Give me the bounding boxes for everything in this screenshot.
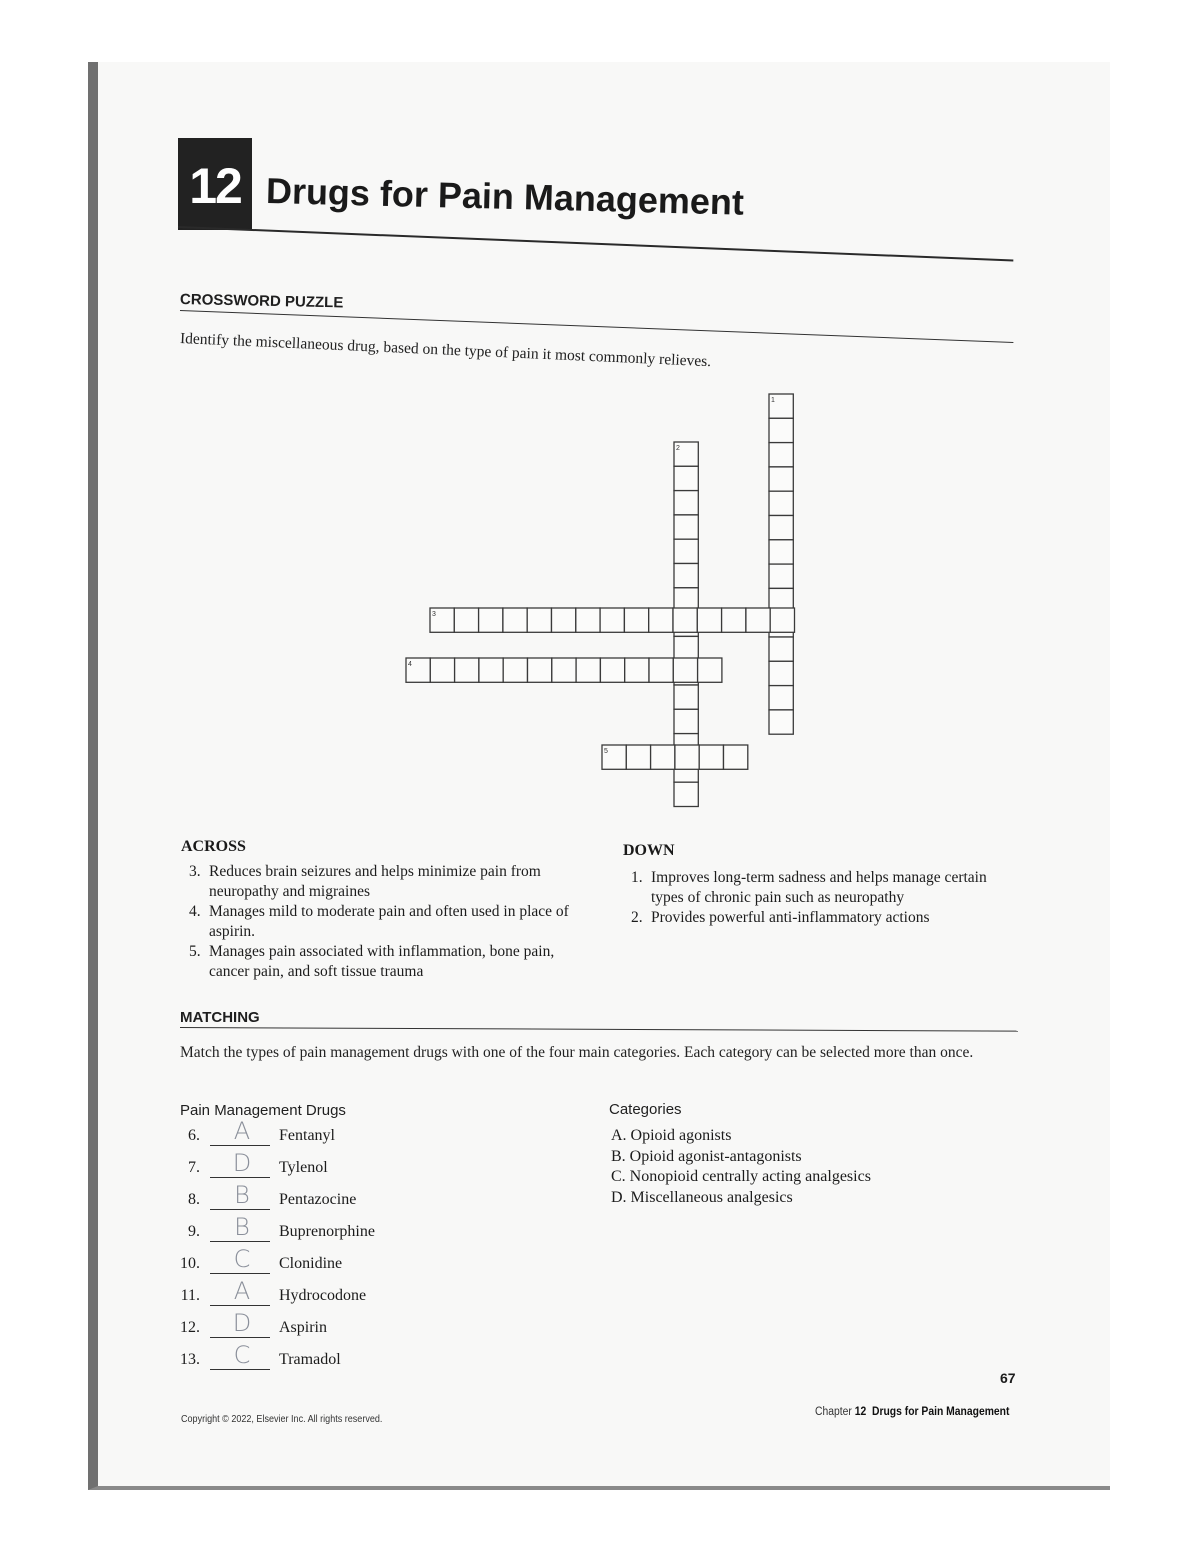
drug-name: Hydrocodone [279, 1287, 367, 1304]
crossword-cell[interactable] [769, 564, 793, 588]
handwritten-answer: D [232, 1149, 252, 1177]
handwritten-answer: C [233, 1341, 251, 1369]
crossword-cell[interactable] [697, 608, 721, 632]
across-clue: 3. Reduces brain seizures and helps minimize pain from neuropathy and migraines [189, 863, 541, 900]
answer-blank[interactable] [210, 1145, 270, 1146]
crossword-cell[interactable] [674, 539, 698, 563]
crossword-clue-number: 2 [676, 445, 680, 452]
crossword-cell[interactable] [769, 710, 793, 734]
crossword-instructions: Identify the miscellaneous drug, based on the type of pain it most commonly relieves. [179, 330, 712, 371]
answer-blank[interactable] [210, 1241, 270, 1242]
crossword-clue-number: 3 [432, 611, 436, 618]
down-clue: 1. Improves long-term sadness and helps manage certain types of chronic pain such as neuropathy [631, 869, 987, 906]
crossword-cell[interactable] [769, 686, 793, 710]
answer-blank[interactable] [210, 1337, 270, 1338]
crossword-cell[interactable] [769, 491, 793, 515]
crossword-cell[interactable] [503, 608, 527, 632]
crossword-cell[interactable] [624, 608, 648, 632]
crossword-cell[interactable] [769, 516, 793, 540]
answer-blank[interactable] [210, 1209, 270, 1210]
crossword-cell[interactable] [576, 608, 600, 632]
crossword-clue-number: 1 [771, 397, 775, 404]
crossword-cell[interactable] [674, 564, 698, 588]
answer-blank[interactable] [210, 1305, 270, 1306]
crossword-cell[interactable] [674, 709, 698, 733]
category-item: A. Opioid agonists [611, 1127, 732, 1144]
crossword-cell[interactable] [649, 658, 673, 682]
chapter-number-badge: 12 [178, 138, 252, 230]
crossword-cell[interactable] [626, 745, 650, 769]
crossword-cell[interactable] [528, 658, 552, 682]
handwritten-answer: D [232, 1309, 252, 1337]
drug-name: Fentanyl [279, 1127, 335, 1144]
crossword-cell[interactable] [673, 608, 697, 632]
crossword-cell[interactable] [454, 608, 478, 632]
crossword-cell[interactable] [479, 608, 503, 632]
crossword-cell[interactable] [552, 608, 576, 632]
crossword-cell[interactable] [675, 745, 699, 769]
crossword-cell[interactable] [674, 636, 698, 660]
crossword-cell[interactable] [699, 745, 723, 769]
crossword-cell[interactable] [674, 782, 698, 806]
drug-name: Aspirin [279, 1319, 327, 1336]
down-heading: DOWN [623, 842, 675, 859]
across-clue: 4. Manages mild to moderate pain and often used in place of aspirin. [189, 903, 569, 940]
crossword-cell[interactable] [674, 491, 698, 515]
crossword-cell[interactable] [430, 658, 454, 682]
category-item: B. Opioid agonist-antagonists [611, 1147, 802, 1165]
handwritten-answer: C [233, 1245, 251, 1273]
crossword-cell[interactable] [770, 608, 794, 632]
category-item: D. Miscellaneous analgesics [611, 1188, 793, 1206]
handwritten-answer: A [233, 1117, 251, 1145]
matching-drug-list: 6. A Fentanyl 7. D Tylenol 8. B Pentazocine 9. B Buprenorphine 10. C Clonidine 11. A Hydrocodone 12. D Aspirin 13. C Tramadol [180, 1117, 375, 1369]
handwritten-answer: B [234, 1213, 250, 1241]
crossword-cell[interactable] [600, 658, 624, 682]
crossword-cell[interactable] [769, 637, 793, 661]
answer-blank[interactable] [210, 1369, 270, 1370]
across-clue: 5. Manages pain associated with inflammation, bone pain, cancer pain, and soft tissue trauma [189, 943, 555, 980]
down-clues [623, 868, 1019, 928]
drugs-heading: Pain Management Drugs [180, 1102, 346, 1119]
crossword-cell[interactable] [769, 418, 793, 442]
crossword-cell[interactable] [698, 658, 722, 682]
across-clues [181, 862, 585, 982]
crossword-cell[interactable] [769, 443, 793, 467]
answer-blank[interactable] [210, 1177, 270, 1178]
crossword-cell[interactable] [674, 466, 698, 490]
crossword-cell[interactable] [674, 515, 698, 539]
crossword-cell[interactable] [479, 658, 503, 682]
drug-name: Tylenol [279, 1159, 328, 1176]
category-item: C. Nonopioid centrally acting analgesics [611, 1168, 871, 1185]
crossword-cell[interactable] [649, 608, 673, 632]
crossword-cell[interactable] [724, 745, 748, 769]
drug-name: Clonidine [279, 1255, 343, 1272]
copyright-notice: Copyright © 2022, Elsevier Inc. All rights reserved. [181, 1413, 383, 1425]
crossword-cell[interactable] [455, 658, 479, 682]
chapter-title: Drugs for Pain Management [265, 170, 745, 223]
crossword-cell[interactable] [625, 658, 649, 682]
down-clue: 2. Provides powerful anti-inflammatory actions [631, 909, 930, 926]
answer-blank[interactable] [210, 1273, 270, 1274]
running-footer: Chapter 12 Drugs for Pain Management [815, 1406, 1010, 1418]
crossword-cell[interactable] [503, 658, 527, 682]
page-number: 67 [1000, 1370, 1016, 1386]
crossword-cell[interactable] [746, 608, 770, 632]
crossword-cell[interactable] [769, 661, 793, 685]
drug-name: Tramadol [279, 1351, 341, 1368]
drug-name: Pentazocine [279, 1191, 357, 1208]
crossword-cell[interactable] [651, 745, 675, 769]
across-heading: ACROSS [181, 838, 246, 855]
crossword-clue-number: 5 [604, 748, 608, 755]
category-list [611, 1126, 871, 1208]
crossword-cell[interactable] [674, 685, 698, 709]
crossword-cell[interactable] [722, 608, 746, 632]
crossword-cell[interactable] [600, 608, 624, 632]
crossword-clue-number: 4 [408, 661, 412, 668]
handwritten-answer: B [234, 1181, 250, 1209]
drug-name: Buprenorphine [279, 1223, 375, 1240]
crossword-cell[interactable] [769, 467, 793, 491]
crossword-cell[interactable] [576, 658, 600, 682]
matching-instructions: Match the types of pain management drugs with one of the four main categories. Each category can be selected more than once. [180, 1044, 974, 1061]
handwritten-answer: A [233, 1277, 251, 1305]
crossword-cell[interactable] [673, 658, 697, 682]
matching-heading: MATCHING [180, 1009, 260, 1026]
crossword-heading: CROSSWORD PUZZLE [179, 291, 344, 312]
crossword-cell[interactable] [527, 608, 551, 632]
crossword-cell[interactable] [769, 540, 793, 564]
crossword-cell[interactable] [552, 658, 576, 682]
categories-heading: Categories [609, 1101, 682, 1118]
